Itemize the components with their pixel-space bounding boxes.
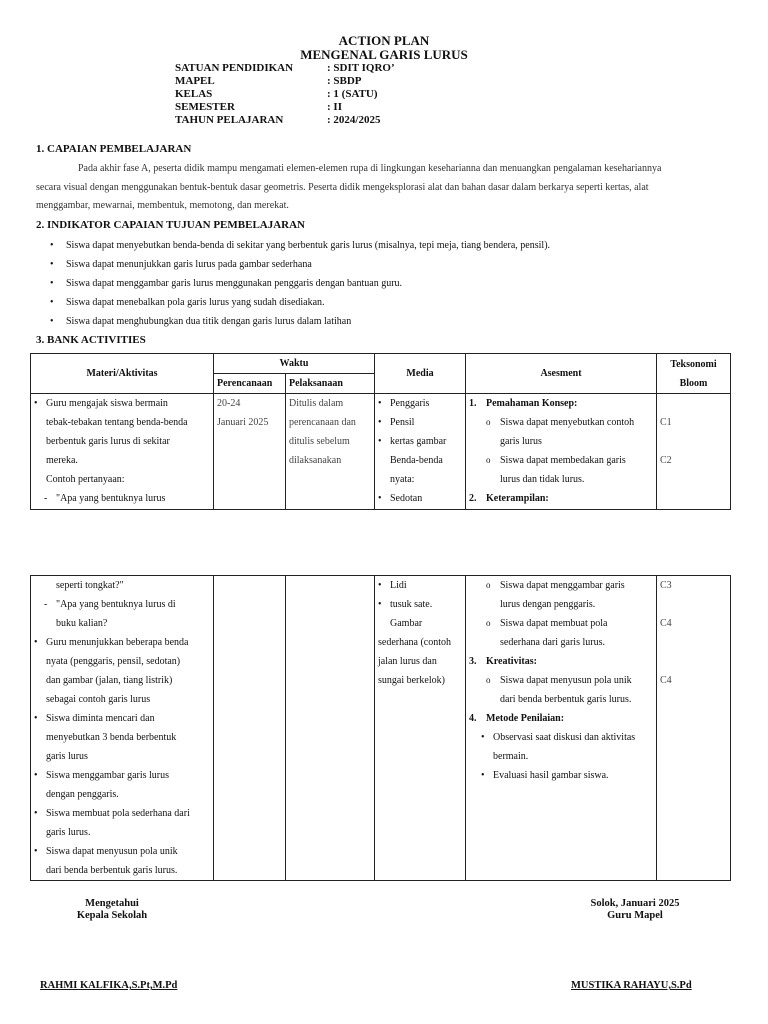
- list-item: • Siswa dapat menebalkan pola garis lurus yang sudah disediakan.: [50, 293, 740, 312]
- indicator-list: [50, 236, 740, 331]
- list-item: • Siswa dapat menghubungkan dua titik dengan garis lurus dalam latihan: [50, 312, 740, 331]
- section-2-title: 2. INDIKATOR CAPAIAN TUJUAN PEMBELAJARAN: [36, 219, 306, 231]
- section-3-title: 3. BANK ACTIVITIES: [36, 334, 146, 346]
- section-1-title: 1. CAPAIAN PEMBELAJARAN: [36, 143, 192, 155]
- doc-subtitle: MENGENAL GARIS LURUS: [300, 47, 468, 62]
- cell-materi: • Guru mengajak siswa bermain tebak-tebakan tentang benda-benda berbentuk garis lurus di sekitar mereka. Contoh pertanyaan: - "Apa yang bentuknya lurus: [31, 394, 214, 510]
- col-header-asesment: Asesment: [466, 354, 657, 394]
- section-1-paragraph: [36, 160, 736, 216]
- table-row: [31, 394, 731, 510]
- identity-row: KELAS : 1 (SATU): [175, 88, 378, 100]
- col-header-waktu: Waktu: [214, 354, 375, 374]
- doc-title: ACTION PLAN: [338, 33, 430, 48]
- activities-table-part-1: [30, 353, 731, 510]
- paragraph-line: secara visual dengan menggunakan bentuk-bentuk dasar geometris. Peserta didik mengeksplorasi alat dan bahan dasar dalam berkarya seperti kertas, alat: [36, 181, 649, 193]
- cell-materi: seperti tongkat?" - "Apa yang bentuknya lurus di buku kalian? • Guru menunjukkan beberapa benda nyata (penggaris, pensil, sedotan) dan gambar (jalan, tiang listrik) sebagai contoh garis lurus • Siswa diminta mencari dan menyebutkan 3 benda berbentuk garis lurus • Siswa menggambar garis lurus dengan penggaris. • Siswa membuat pola sederhana dari garis lurus. • Siswa dapat menyusun pola unik dari benda berbentuk garis lurus.: [31, 576, 214, 881]
- cell-pelaksanaan: Ditulis dalam perencanaan dan ditulis sebelum dilaksanakan: [286, 394, 375, 510]
- cell-media: • Lidi • tusuk sate. Gambar sederhana (contoh jalan lurus dan sungai berkelok): [375, 576, 466, 881]
- col-header-perencanaan: Perencanaan: [214, 374, 286, 394]
- list-item: • Siswa dapat menunjukkan garis lurus pada gambar sederhana: [50, 255, 740, 274]
- identity-row: MAPEL : SBDP: [175, 75, 362, 87]
- cell-asesment: 1. Pemahaman Konsep: o Siswa dapat menyebutkan contoh garis lurus o Siswa dapat membedakan garis lurus dan tidak lurus. 2. Keterampilan:: [466, 394, 657, 510]
- paragraph-line: menggambar, mewarnai, membentuk, memotong, dan merekat.: [36, 200, 289, 211]
- cell-bloom: C3 C4 C4: [657, 576, 731, 881]
- activity-item: • Guru mengajak siswa bermain: [34, 394, 210, 413]
- col-header-materi: Materi/Aktivitas: [31, 354, 214, 394]
- cell-pelaksanaan: [286, 576, 375, 881]
- col-header-taksonomi: Teksonomi Bloom: [657, 354, 731, 394]
- cell-perencanaan: 20-24 Januari 2025: [214, 394, 286, 510]
- list-item: • Siswa dapat menyebutkan benda-benda di sekitar yang berbentuk garis lurus (misalnya, tepi meja, tiang bendera, pensil).: [50, 236, 740, 255]
- paragraph-line: Pada akhir fase A, peserta didik mampu mengamati elemen-elemen rupa di lingkungan keseharianna dan menuangkan pengalaman kesehariannya: [78, 163, 662, 174]
- table-row: [31, 576, 731, 881]
- cell-media: • Penggaris • Pensil • kertas gambar Benda-benda nyata: • Sedotan: [375, 394, 466, 510]
- teacher-name: MUSTIKA RAHAYU,S.Pd: [571, 980, 692, 991]
- activities-table-part-2: [30, 575, 731, 881]
- list-item: • Siswa dapat menggambar garis lurus menggunakan penggaris dengan bantuan guru.: [50, 274, 740, 293]
- col-header-media: Media: [375, 354, 466, 394]
- identity-row: TAHUN PELAJARAN : 2024/2025: [175, 114, 381, 126]
- cell-bloom: C1 C2: [657, 394, 731, 510]
- cell-asesment: o Siswa dapat menggambar garis lurus dengan penggaris. o Siswa dapat membuat pola sederhana dari garis lurus. 3. Kreativitas: o Siswa dapat menyusun pola unik dari benda berbentuk garis lurus. 4. Metode Penilaian: • Observasi saat diskusi dan aktivitas bermain. • Evaluasi hasil gambar siswa.: [466, 576, 657, 881]
- cell-perencanaan: [214, 576, 286, 881]
- col-header-pelaksanaan: Pelaksanaan: [286, 374, 375, 394]
- signature-right-block: Solok, Januari 2025 Guru Mapel: [590, 898, 680, 921]
- signature-left-block: Mengetahui Kepala Sekolah: [76, 898, 148, 921]
- identity-row: SATUAN PENDIDIKAN : SDIT IQRO’: [175, 62, 395, 74]
- identity-block: [175, 62, 395, 127]
- principal-name: RAHMI KALFIKA,S.Pt,M.Pd: [40, 980, 178, 991]
- identity-row: SEMESTER : II: [175, 101, 342, 113]
